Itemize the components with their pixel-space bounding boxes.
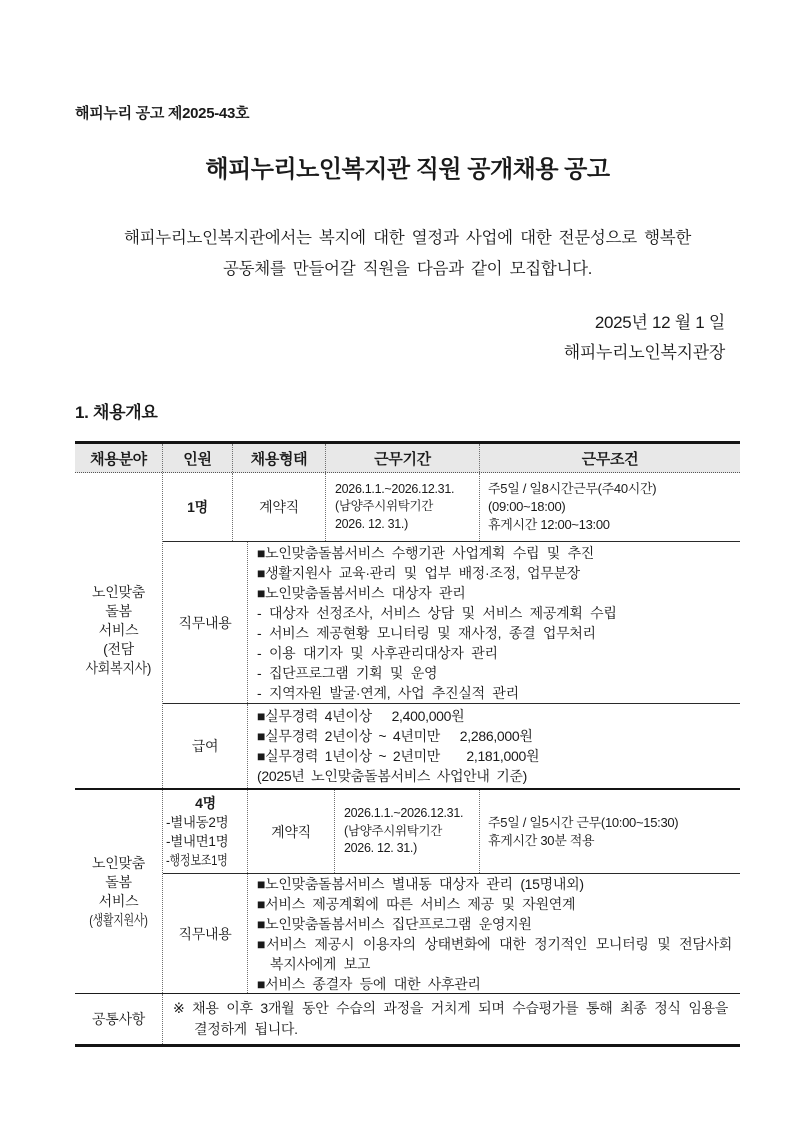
category-line: 서비스 <box>98 622 139 638</box>
intro-paragraph <box>70 223 745 285</box>
headcount-detail-line: -별내면1명 <box>166 833 229 849</box>
work-condition-line: 주5일 / 일8시간근무(주40시간) <box>488 481 657 496</box>
group2-headcount: 4명 <box>195 794 216 811</box>
work-period-line: 2026.1.1.~2026.12.31. <box>344 806 464 821</box>
duty-line: ■노인맞춤돌봄서비스 수행기관 사업계획 수립 및 추진 <box>257 544 595 561</box>
group2-overview-row <box>163 790 740 873</box>
page-title: 해피누리노인복지관 직원 공개채용 공고 <box>205 156 610 183</box>
duty-line: ■노인맞춤돌봄서비스 집단프로그램 운영지원 <box>257 915 532 932</box>
work-condition-line: 휴게시간 30분 적용 <box>488 832 595 848</box>
group1-duty-content <box>248 542 740 703</box>
duty-line: - 대상자 선정조사, 서비스 상담 및 서비스 제공계획 수립 <box>257 604 617 621</box>
duty-line: ■서비스 제공시 이용자의 상태변화에 대한 정기적인 모니터링 및 전담사회복지사에게 보고 <box>257 935 732 972</box>
category-line: 돌봄 <box>105 873 132 890</box>
group1-salary-row <box>163 703 740 788</box>
group1-salary-content <box>248 704 740 788</box>
duty-line: ■서비스 종결자 등에 대한 사후관리 <box>257 975 481 992</box>
group2-headcount-cell <box>163 790 248 873</box>
header-headcount: 인원 <box>163 444 233 472</box>
duty-line: - 이용 대기자 및 사후관리대상자 관리 <box>257 644 498 661</box>
duty-line: - 집단프로그램 기획 및 운영 <box>257 664 438 681</box>
work-period-line: 2026. 12. 31.) <box>344 841 417 856</box>
intro-line: 공동체를 만들어갈 직원을 다음과 같이 모집합니다. <box>222 260 593 278</box>
group1-employment-type: 계약직 <box>233 473 326 541</box>
group1-duty-label: 직무내용 <box>163 542 248 703</box>
date-block <box>564 308 725 368</box>
table-common-row <box>75 994 740 1044</box>
group2-duty-label: 직무내용 <box>163 874 248 993</box>
recruitment-table <box>75 441 740 1047</box>
group2-duty-row <box>163 873 740 993</box>
work-period-line: 2026.1.1.~2026.12.31. <box>335 481 455 496</box>
duty-line: ■노인맞춤돌봄서비스 대상자 관리 <box>257 584 466 601</box>
category-line: 서비스 <box>98 892 139 909</box>
table-header-row <box>75 444 740 473</box>
salary-line: ■실무경력 1년이상 ~ 2년미만 2,181,000원 <box>257 748 540 764</box>
header-category: 채용분야 <box>75 444 163 472</box>
category-line: (생활지원사) <box>89 911 148 928</box>
common-content <box>163 994 740 1044</box>
work-period-line: (남양주시위탁기간 <box>335 499 434 514</box>
duty-line: - 지역자원 발굴·연계, 사업 추진실적 관리 <box>257 684 519 701</box>
duty-line: ■생활지원사 교육·관리 및 업부 배정·조정, 업무분장 <box>257 564 580 581</box>
group1-headcount: 1명 <box>163 473 233 541</box>
common-text: ※ 채용 이후 3개월 동안 수습의 과정을 거치게 되며 수습평가를 통해 최종 정식 임용을 결정하게 됩니다. <box>173 1000 728 1037</box>
group1-rows <box>163 473 740 788</box>
category-line: 노인맞춤 <box>92 584 145 600</box>
duty-line: - 서비스 제공현황 모니터링 및 재사정, 종결 업무처리 <box>257 624 596 641</box>
category-line: (전담 <box>103 641 134 657</box>
group1-salary-label: 급여 <box>163 704 248 788</box>
category-cell-life-supporter <box>75 790 163 993</box>
category-line: 사회복지사) <box>85 660 152 676</box>
category-line: 노인맞춤 <box>92 854 145 871</box>
group2-work-period <box>335 790 480 873</box>
category-line: 돌봄 <box>105 603 132 619</box>
group2-work-conditions <box>480 790 740 873</box>
group2-duty-content <box>248 874 740 993</box>
header-employment-type: 채용형태 <box>233 444 326 472</box>
work-condition-line: (09:00~18:00) <box>488 499 566 514</box>
group1-work-period <box>326 473 480 541</box>
group1-work-conditions <box>480 473 740 541</box>
work-condition-line: 휴게시간 12:00~13:00 <box>488 517 610 532</box>
work-period-line: (남양주시위탁기간 <box>344 823 443 838</box>
salary-line: (2025년 노인맞춤돌봄서비스 사업안내 기준) <box>257 768 528 784</box>
group2-rows <box>163 790 740 993</box>
doc-number: 해피누리 공고 제2025-43호 <box>75 105 250 122</box>
group1-duty-row <box>163 541 740 703</box>
work-period-line: 2026. 12. 31.) <box>335 516 408 531</box>
group2-headcount-detail <box>166 813 245 870</box>
salary-line: ■실무경력 4년이상 2,400,000원 <box>257 708 465 724</box>
announcement-date: 2025년 12 월 1 일 <box>594 313 725 332</box>
work-condition-line: 주5일 / 일5시간 근무(10:00~15:30) <box>488 814 679 830</box>
salary-line: ■실무경력 2년이상 ~ 4년미만 2,286,000원 <box>257 728 533 744</box>
signer-name: 해피누리노인복지관장 <box>563 343 725 362</box>
duty-line: ■노인맞춤돌봄서비스 별내동 대상자 관리 (15명내외) <box>257 875 584 892</box>
table-group-life-supporter <box>75 790 740 994</box>
duty-line: ■서비스 제공계획에 따른 서비스 제공 및 자원연계 <box>257 895 576 912</box>
common-label: 공통사항 <box>75 994 163 1044</box>
header-work-conditions: 근무조건 <box>581 450 639 468</box>
intro-line: 해피누리노인복지관에서는 복지에 대한 열정과 사업에 대한 전문성으로 행복한 <box>123 229 692 247</box>
section-title: 1. 채용개요 <box>75 403 158 422</box>
group2-employment-type: 계약직 <box>248 790 335 873</box>
header-work-period: 근무기간 <box>326 444 480 472</box>
group1-overview-row <box>163 473 740 541</box>
headcount-detail-line: -행정보조1명 <box>166 852 228 868</box>
table-group-social-worker <box>75 473 740 790</box>
headcount-detail-line: -별내동2명 <box>166 814 229 830</box>
category-cell-social-worker <box>75 473 163 788</box>
